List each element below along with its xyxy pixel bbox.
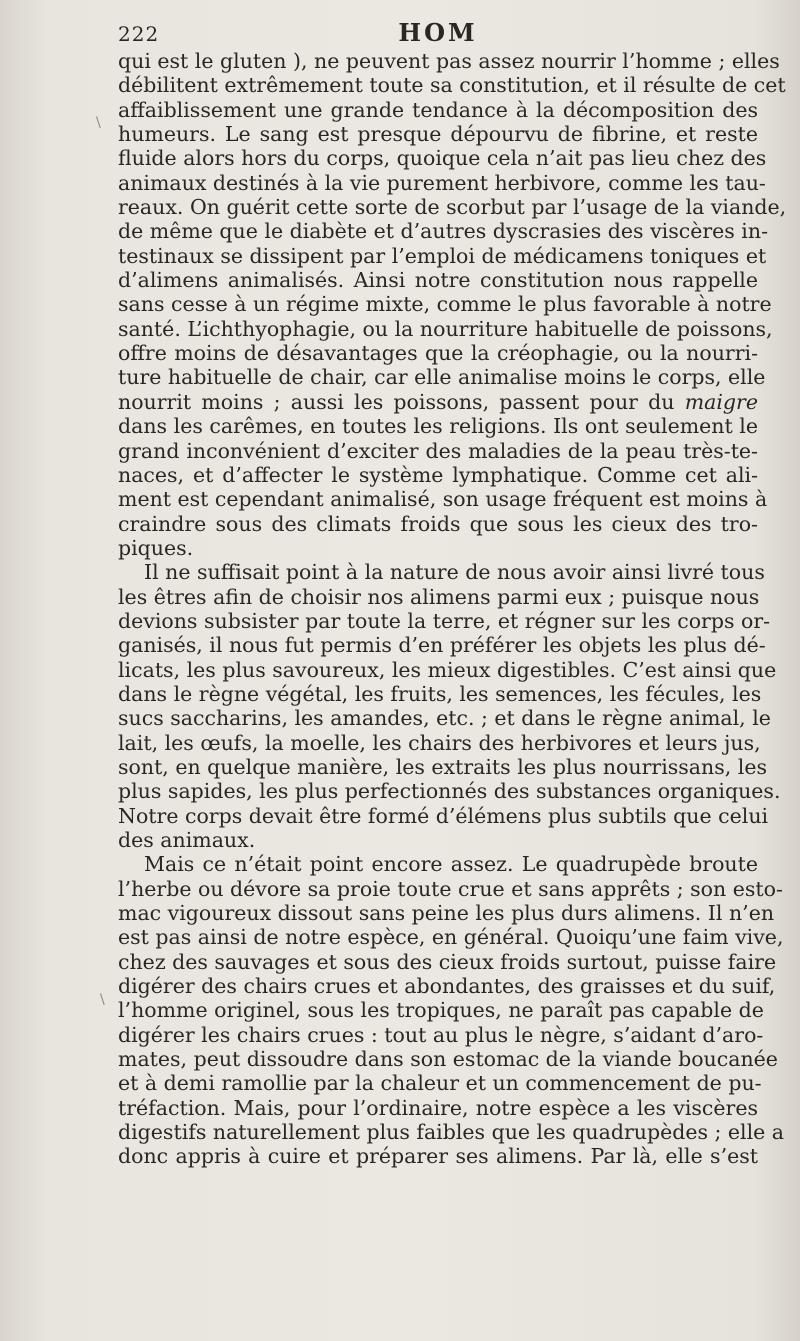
text-line [118, 170, 766, 195]
body-text [118, 49, 787, 1169]
text-line-content: Mais ce n’était point encore assez. Le quadrupède broute [144, 852, 758, 877]
text-line [118, 390, 758, 414]
text-line-content: lait, les œufs, la moelle, les chairs des herbivores et leurs jus, [118, 730, 761, 755]
text-line-content: testinaux se dissipent par l’emploi de médicamens toniques et [118, 243, 767, 268]
text-line [118, 1022, 764, 1047]
text-line-content: sans cesse à un régime mixte, comme le plus favorable à notre [118, 292, 772, 317]
text-line-content: licats, les plus savoureux, les mieux digestibles. C’est ainsi que [118, 657, 777, 682]
text-line-content: piques. [118, 535, 194, 560]
text-line [118, 1120, 785, 1145]
text-line [118, 901, 775, 926]
text-line [118, 487, 768, 512]
text-line [118, 268, 758, 292]
text-line [118, 706, 771, 731]
text-line [118, 852, 758, 876]
text-line-content: digestifs naturellement plus faibles que les quadrupèdes ; elle a [118, 1120, 785, 1145]
running-head: HOM [398, 18, 478, 47]
text-line [118, 122, 758, 146]
text-line [118, 657, 777, 682]
text-line-content: fluide alors hors du corps, quoique cela n’ait pas lieu chez des [118, 146, 767, 171]
text-line [118, 1071, 762, 1096]
text-line [118, 949, 777, 974]
text-line-content: tréfaction. Mais, pour l’ordinaire, notre espèce a les viscères [118, 1095, 758, 1120]
text-line-content: l’homme originel, sous les tropiques, ne paraît pas capable de [118, 998, 764, 1023]
text-line [118, 73, 786, 98]
text-line-content: qui est le gluten ), ne peuvent pas assez nourrir l’homme ; elles [118, 49, 780, 73]
text-line [118, 974, 776, 999]
text-line [118, 585, 758, 609]
text-line-content: d’alimens animalisés. Ainsi notre constitution nous rappelle [118, 268, 758, 293]
text-line-content: digérer des chairs crues et abondantes, des graisses et du suif, [118, 974, 776, 999]
text-line-content: donc appris à cuire et préparer ses alimens. Par là, elle s’est [118, 1144, 758, 1169]
margin-mark: \ [96, 115, 101, 131]
text-line-content: reaux. On guérit cette sorte de scorbut par l’usage de la viande, [118, 195, 787, 220]
text-line [118, 1047, 778, 1072]
text-line [118, 560, 765, 585]
text-line [118, 1144, 758, 1168]
text-line-content: des animaux. [118, 828, 256, 852]
text-line-content: animaux destinés à la vie purement herbivore, comme les tau- [118, 170, 766, 195]
text-line [118, 876, 783, 901]
text-line [118, 292, 772, 317]
text-line-content: craindre sous des climats froids que sous les cieux des tro- [118, 511, 758, 536]
text-line-content: sucs saccharins, les amandes, etc. ; et dans le règne animal, le [118, 706, 771, 731]
text-line [118, 608, 771, 633]
text-line [118, 243, 767, 268]
page-number: 222 [118, 22, 160, 46]
text-line-content: devions subsister par toute la terre, et régner sur les corps or- [118, 608, 771, 633]
text-line [118, 414, 758, 438]
text-line-content: et à demi ramollie par la chaleur et un commencement de pu- [118, 1071, 762, 1096]
text-line-content: santé. L’ichthyophagie, ou la nourriture habituelle de poissons, [118, 316, 773, 341]
text-line [118, 512, 758, 536]
text-line-content: sont, en quelque manière, les extraits les plus nourrissans, les [118, 754, 767, 779]
text-line-content: naces, et d’affecter le système lymphatique. Comme cet ali- [118, 462, 758, 487]
text-line [118, 463, 758, 487]
text-line [118, 754, 767, 779]
text-line-content: offre moins de désavantages que la créophagie, ou la nourri- [118, 341, 758, 366]
text-line [118, 633, 766, 658]
text-line [118, 365, 766, 390]
text-line [118, 49, 780, 73]
text-line-content: ment est cependant animalisé, son usage fréquent est moins à [118, 487, 768, 512]
text-line [118, 536, 758, 560]
text-line-content: grand inconvénient d’exciter des maladies de la peau très-te- [118, 438, 758, 463]
text-line-content: dans le règne végétal, les fruits, les semences, les fécules, les [118, 681, 762, 706]
text-line-content: nourrit moins ; aussi les poissons, passent pour du [118, 389, 685, 414]
text-line-content: de même que le diabète et d’autres dyscrasies des viscères in- [118, 219, 768, 244]
text-line [118, 439, 758, 463]
text-line-content: les êtres afin de choisir nos alimens parmi eux ; puisque nous [118, 584, 760, 609]
text-line [118, 1096, 758, 1120]
text-line [118, 730, 761, 755]
text-line [118, 998, 764, 1023]
text-line [118, 316, 773, 341]
text-line-content: ganisés, il nous fut permis d’en préférer les objets les plus dé- [118, 633, 766, 658]
text-line-content: chez des sauvages et sous des cieux froids surtout, puisse faire [118, 949, 777, 974]
text-line-content: ture habituelle de chair, car elle animalise moins le corps, elle [118, 365, 766, 390]
text-line-content: débilitent extrêmement toute sa constitution, et il résulte de cet [118, 73, 786, 98]
italic-word: maigre [684, 389, 758, 414]
page-header [118, 18, 758, 48]
text-line-content: mac vigoureux dissout sans peine les plus durs alimens. Il n’en [118, 901, 775, 926]
text-line-content: Notre corps devait être formé d’élémens plus subtils que celui [118, 803, 769, 828]
text-line [118, 195, 787, 220]
text-line-content: l’herbe ou dévore sa proie toute crue et sans apprêts ; son esto- [118, 876, 783, 901]
text-line-content: est pas ainsi de notre espèce, en général. Quoiqu’une faim vive, [118, 925, 784, 950]
text-line [118, 146, 767, 171]
margin-mark: \ [100, 992, 105, 1008]
text-line-content: Il ne suffisait point à la nature de nous avoir ainsi livré tous [144, 560, 765, 585]
text-line [118, 219, 768, 244]
text-line [118, 341, 758, 365]
text-line-content: dans les carêmes, en toutes les religions. Ils ont seulement le [118, 414, 758, 439]
text-line [118, 803, 769, 828]
text-line [118, 779, 781, 804]
text-line-content: digérer les chairs crues : tout au plus le nègre, s’aidant d’aro- [118, 1022, 764, 1047]
text-line-content: plus sapides, les plus perfectionnés des substances organiques. [118, 779, 781, 804]
text-line-content: humeurs. Le sang est presque dépourvu de fibrine, et reste [118, 122, 758, 147]
text-line [118, 925, 784, 950]
text-line-content: mates, peut dissoudre dans son estomac de la viande boucanée [118, 1047, 778, 1072]
text-line [118, 98, 758, 122]
text-line [118, 681, 762, 706]
text-line [118, 828, 758, 852]
text-line-content: affaiblissement une grande tendance à la décomposition des [118, 97, 758, 122]
